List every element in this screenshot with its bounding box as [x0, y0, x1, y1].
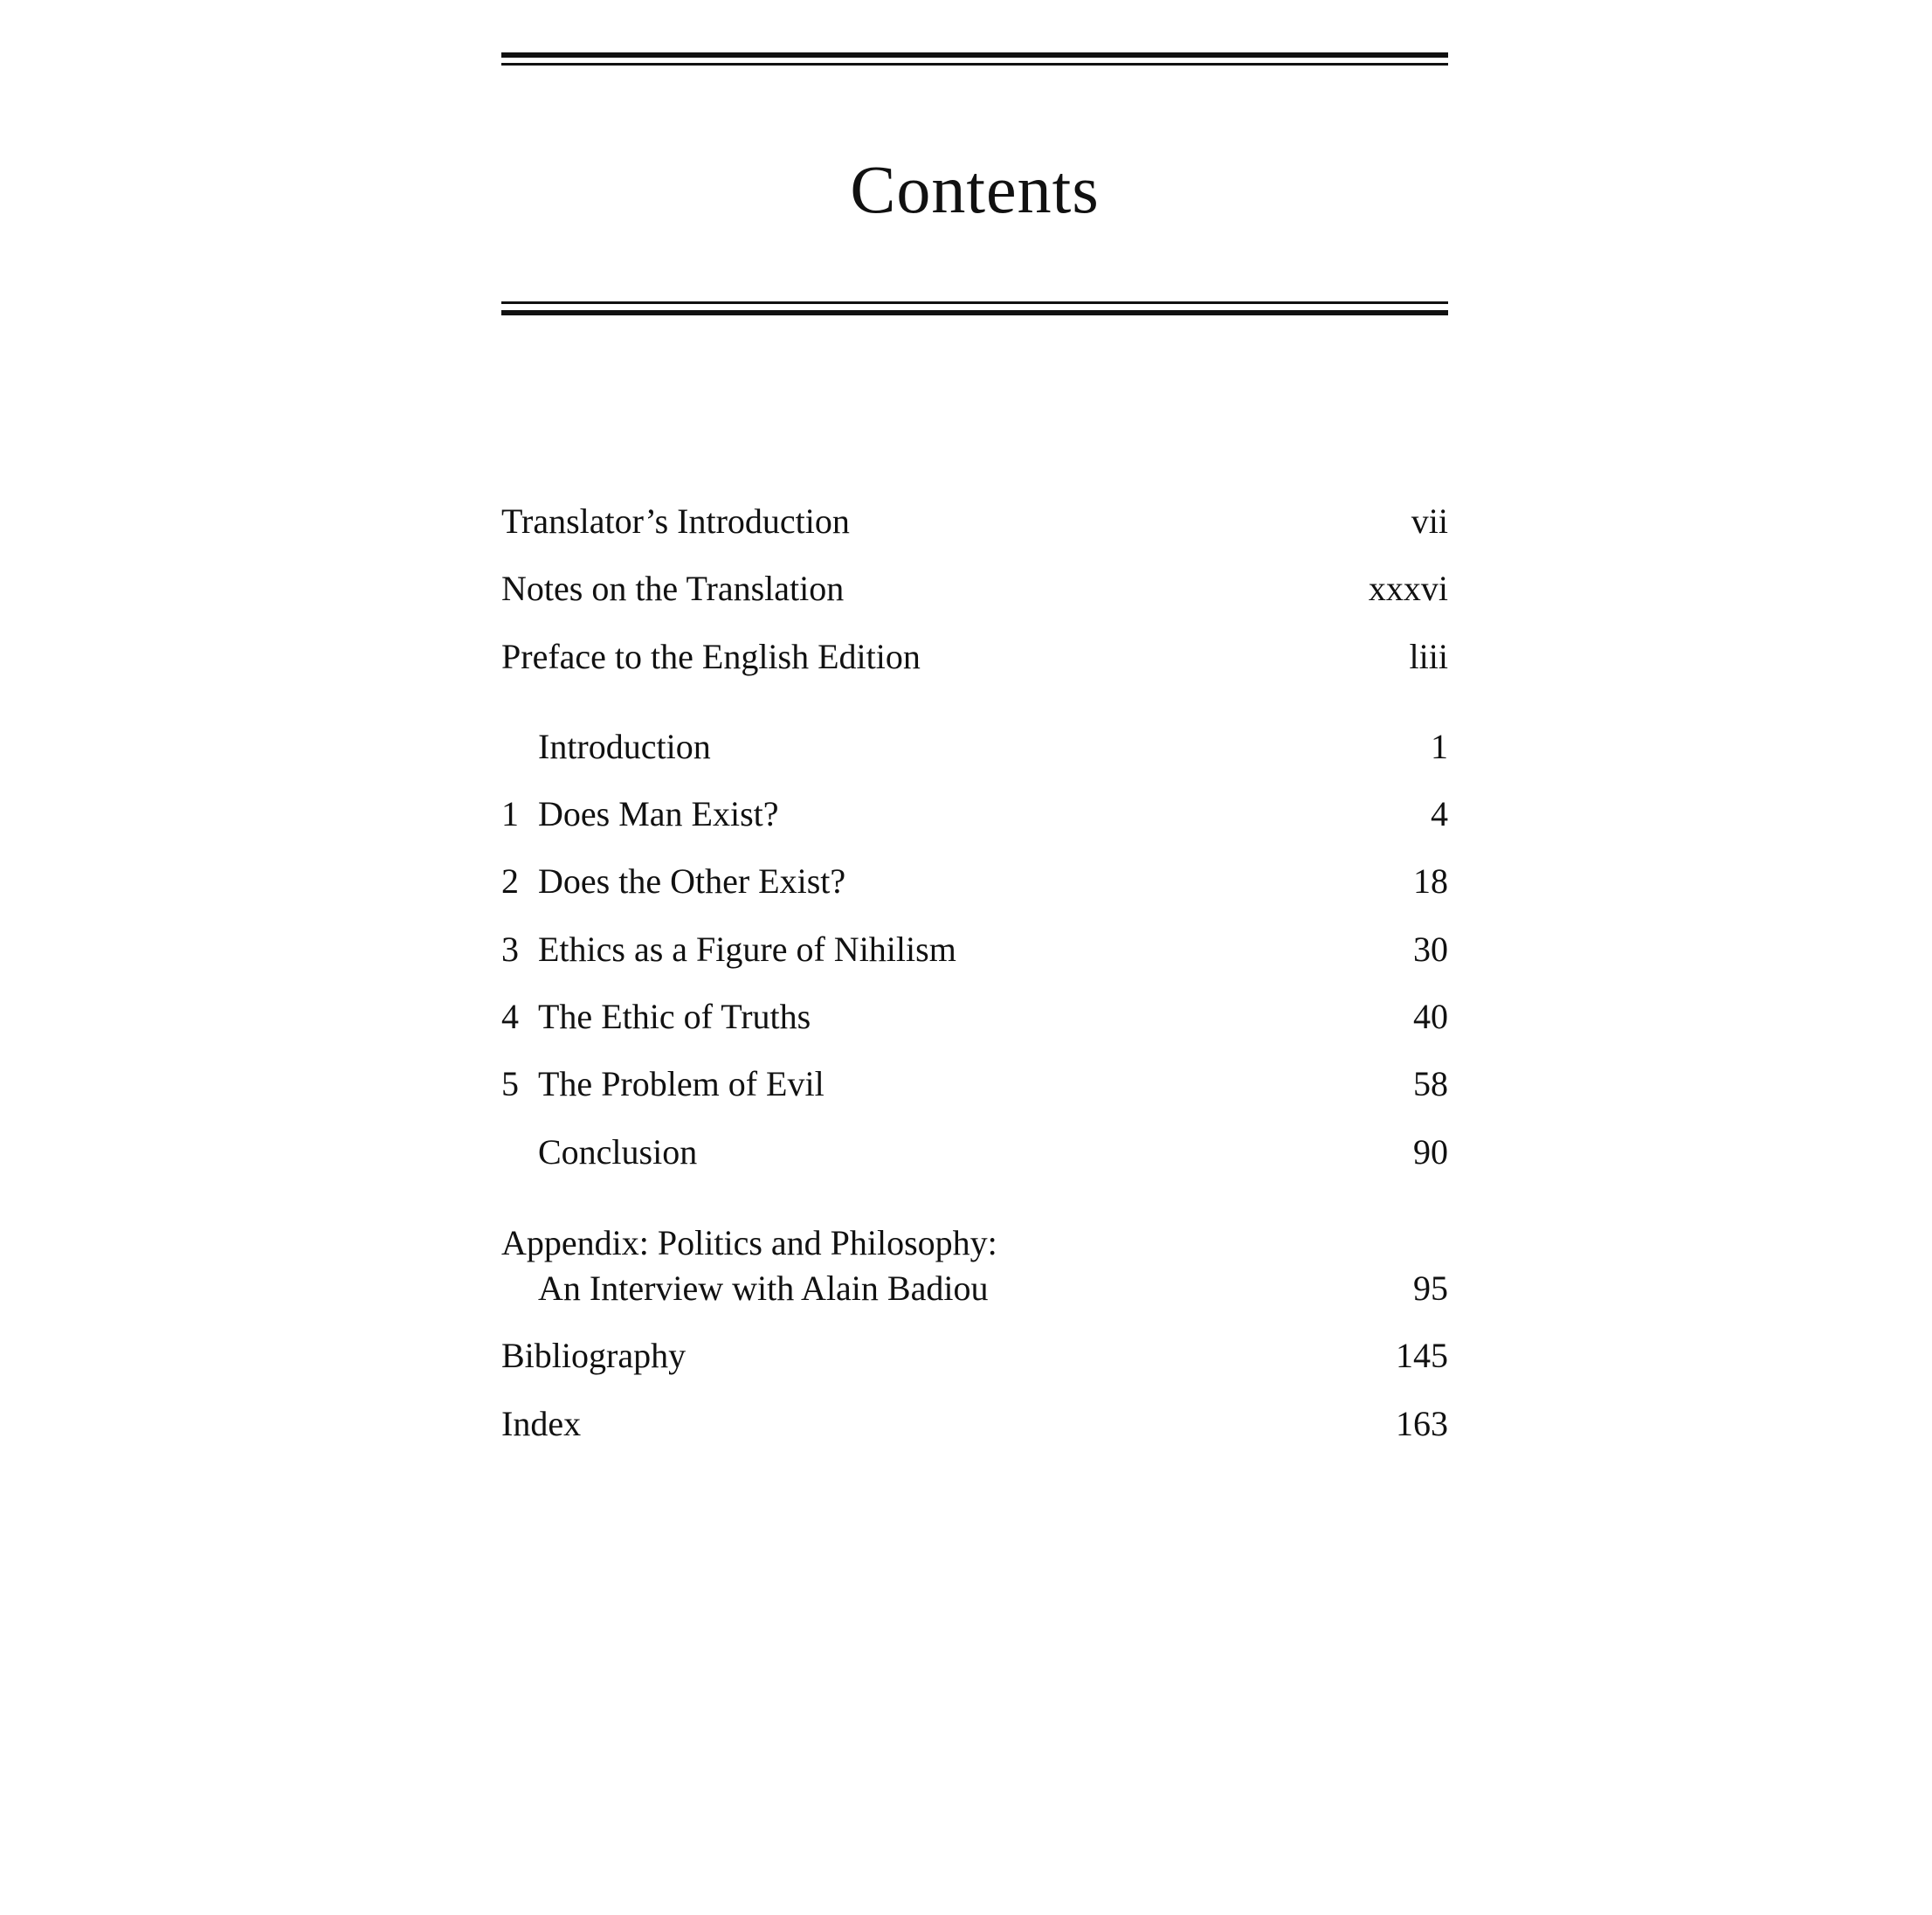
toc-entry-page: 163 [1396, 1404, 1448, 1443]
toc-entry-label: Does the Other Exist? [538, 861, 846, 901]
toc-entry-label: Introduction [538, 727, 711, 766]
toc-entry-label: The Problem of Evil [538, 1064, 825, 1103]
toc-entry-page: vii [1411, 501, 1448, 541]
toc-entry-page: 90 [1413, 1132, 1448, 1172]
toc-entry-page: xxxvi [1368, 569, 1448, 608]
toc-entry-number: 2 [501, 861, 519, 901]
toc-entry-page: 1 [1431, 727, 1448, 766]
toc-entry-page: 145 [1396, 1336, 1448, 1375]
toc-entry-label: Bibliography [501, 1336, 687, 1375]
toc-entry-label: Appendix: Politics and Philosophy: [501, 1223, 997, 1262]
toc-entry-page: 18 [1413, 861, 1448, 901]
toc-entry-label: Translator’s Introduction [501, 501, 850, 541]
page-title: Contents [850, 151, 1100, 227]
bottom-rule-thick-line [501, 310, 1448, 315]
toc-entry-label-line2: An Interview with Alain Badiou [538, 1269, 989, 1308]
toc-entry-label: Does Man Exist? [538, 794, 779, 833]
bottom-rule-thin-line [501, 301, 1448, 304]
toc-entry-page: 58 [1413, 1064, 1448, 1103]
book-page [501, 0, 1448, 1915]
toc-entry-number: 3 [501, 930, 519, 969]
toc-entry-number: 4 [501, 997, 519, 1036]
toc-entry-page: 95 [1413, 1269, 1448, 1308]
toc-entry-label: Preface to the English Edition [501, 637, 921, 676]
toc-entry-label: The Ethic of Truths [538, 997, 811, 1036]
toc-entry-page: 40 [1413, 997, 1448, 1036]
toc-entry-label: Conclusion [538, 1132, 698, 1172]
toc-entry-label: Ethics as a Figure of Nihilism [538, 930, 956, 969]
toc-entry-number: 1 [501, 794, 519, 833]
toc-entry-page: liii [1409, 637, 1448, 676]
toc-entry-page: 30 [1413, 930, 1448, 969]
toc-entry-number: 5 [501, 1064, 519, 1103]
toc-entry-label: Index [501, 1404, 582, 1443]
toc-entry-page: 4 [1431, 794, 1448, 833]
top-rule-thin-line [501, 63, 1448, 66]
top-rule-thick-line [501, 52, 1448, 58]
toc-entry-label: Notes on the Translation [501, 569, 845, 608]
